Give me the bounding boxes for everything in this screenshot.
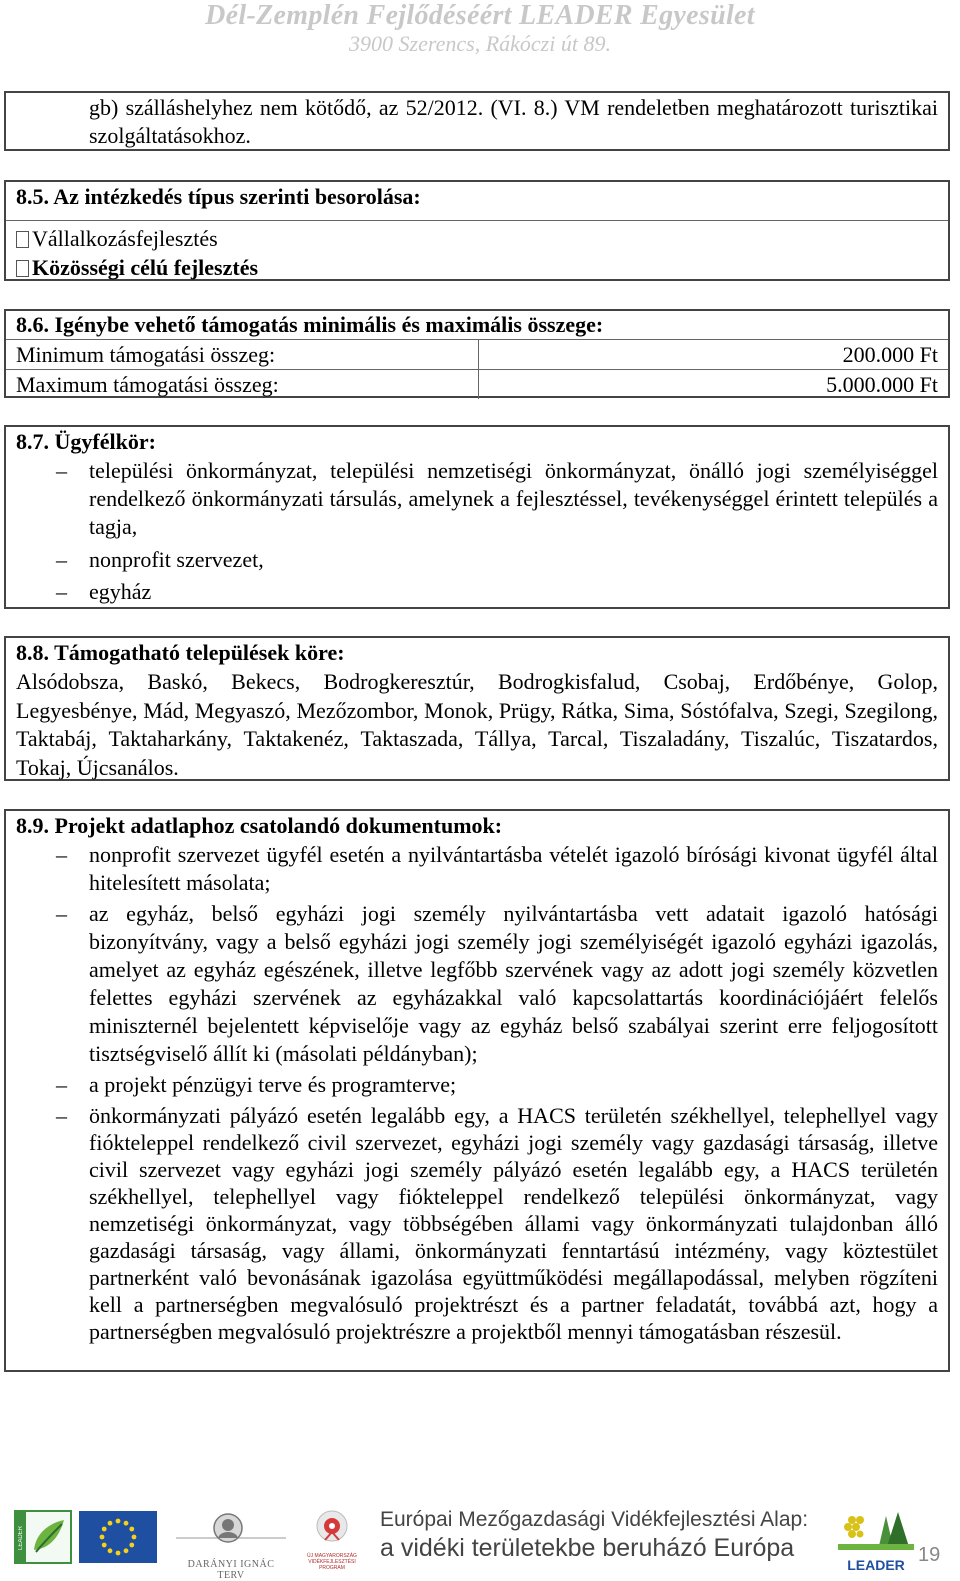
table-row (6, 340, 948, 370)
list-item: – a projekt pénzügyi terve és programterve; (56, 1072, 457, 1097)
settlements-text: Alsódobsza, Baskó, Bekecs, Bodrogkeresztúr, Bodrogkisfalud, Csobaj, Erdőbénye, Golop, Legyesbénye, Mád, Megyaszó, Mezőzombor, Monok, Prügy, Rátka, Sima, Sóstófalva, Szegi, Szegilong, Taktabáj, Taktaharkány, Taktakenéz, Taktaszada, Tállya, Tarcal, Tiszaladány, Tiszalúc, Tiszatardos, Tokaj, Újcsanálos. (16, 669, 938, 780)
rosette-icon (303, 1506, 361, 1548)
daranyi-logo (176, 1508, 286, 1581)
grapes-tree-icon (838, 1506, 914, 1554)
section-8-8 (4, 636, 950, 781)
dash-bullet: – (56, 458, 67, 483)
dash-bullet: – (56, 547, 67, 572)
section-8-8-title: 8.8. Támogatható települések köre: (16, 640, 345, 665)
header-org-name: Dél-Zemplén Fejlődéséért LEADER Egyesület (205, 0, 755, 31)
option-label: Vállalkozásfejlesztés (32, 226, 218, 251)
dash-bullet: – (56, 1072, 67, 1097)
option-kozossegi-celu[interactable] (6, 253, 948, 282)
header-address: 3900 Szerencs, Rákóczi út 89. (349, 31, 611, 56)
max-value: 5.000.000 Ft (479, 370, 949, 400)
list-item: – egyház (6, 575, 948, 608)
dash-bullet: – (56, 1103, 67, 1128)
dash-bullet: – (56, 842, 67, 867)
list-item: – nonprofit szervezet, (6, 544, 948, 575)
list-item: – települési önkormányzat, települési nemzetiségi önkormányzat, önálló jogi személyiséggel rendelkező önkormányzati társulás, amelynek a fejlesztéssel, tevékenységgel érintett település a tagja, (56, 458, 938, 539)
footer (0, 1500, 960, 1581)
section-8-7-title: 8.7. Ügyfélkör: (16, 429, 156, 454)
leader-logo (14, 1510, 72, 1564)
dash-bullet: – (56, 579, 67, 604)
portrait-icon (176, 1508, 286, 1552)
leader-logo-text: LEADER (18, 1526, 24, 1551)
section-8-7 (4, 425, 950, 609)
list-item: – nonprofit szervezet ügyfél esetén a nyilvántartásba vételét igazoló bírósági kivonat ügyfél által hitelesített másolata; (56, 842, 938, 895)
gb-text: gb) szálláshelyhez nem kötődő, az 52/2012. (VI. 8.) VM rendeletben meghatározott turisztikai szolgáltatásokhoz. (89, 95, 938, 148)
umvp-logo (303, 1506, 361, 1571)
section-8-9-title: 8.9. Projekt adatlaphoz csatolandó dokumentumok: (16, 813, 503, 838)
daranyi-logo-text: DARÁNYI IGNÁC TERV (187, 1559, 275, 1581)
table-row (6, 370, 948, 400)
option-vallalkozasfejlesztes[interactable] (6, 224, 948, 253)
min-label: Minimum támogatási összeg: (6, 340, 479, 370)
support-amount-table (6, 339, 948, 399)
dash-bullet: – (56, 901, 67, 926)
section-8-9 (4, 809, 950, 1372)
gb-box (4, 91, 950, 151)
eu-fund-line-2: a vidéki területekbe beruházó Európa (380, 1534, 795, 1562)
umvp-logo-text: ÚJ MAGYARORSZÁG VIDÉKFEJLESZTÉSI PROGRAM (307, 1553, 357, 1571)
list-item: – az egyház, belső egyházi jogi személy nyilvántartásba vett adatait igazoló hatósági bizonyítvány, vagy a belső egyházi jogi személy jogi személyiségét igazoló egyházi igazolás, amelyet az egyház egészének, illetve legfőbb szervének vagy az adott jogi személy közvetlen felettes egyházi szervének az egyházakkal való kapcsolattartás koordinációjáért felelős miniszternél bejelentett képviselője vagy az egyház belső szabályai szerint erre feljogosított tisztségviselő állít ki (másolati példányban); (56, 901, 938, 1066)
section-8-5-options (6, 220, 948, 282)
dz-leader-logo-text: LEADER (847, 1557, 905, 1573)
section-8-5-title: 8.5. Az intézkedés típus szerinti besorolása: (16, 184, 421, 209)
section-8-6-title: 8.6. Igénybe vehető támogatás minimális és maximális összege: (16, 312, 604, 337)
checkbox-icon (16, 231, 29, 248)
page-number: 19 (918, 1544, 941, 1566)
eu-stars-icon (79, 1511, 157, 1563)
max-label: Maximum támogatási összeg: (6, 370, 479, 400)
option-label: Közösségi célú fejlesztés (32, 255, 259, 280)
section-8-6 (4, 309, 950, 398)
list-item: – önkormányzati pályázó esetén legalább egy, a HACS területén székhellyel, telephellyel vagy fiókteleppel rendelkező civil szervezet, egyházi jogi személy vagy gazdasági társaság, illetve civil szervezet vagy egyházi jogi személy pályázó esetén legalább egy, a HACS területén székhellyel, telephellyel vagy fiókteleppel rendelkező települési önkormányzat, vagy nemzetiségi önkormányzat, vagy többségében állami vagy önkormányzati tulajdonban álló gazdasági társaság, vagy állami, önkormányzati fenntartású intézmény, vagy köztestület partnerként való bevonásának igazolása együttműködési megállapodással, melyben rögzíteni kell a partnerségben megvalósuló projektrészt és a partner feladatát, továbbá azt, hogy a partnerségben megvalósuló projektrészre a projektből mennyi támogatásban részesül. (56, 1103, 938, 1344)
min-value: 200.000 Ft (479, 340, 949, 370)
section-8-5 (4, 180, 950, 281)
dz-leader-logo (838, 1506, 914, 1573)
checkbox-icon (16, 260, 29, 277)
eu-fund-line-1: Európai Mezőgazdasági Vidékfejlesztési Alap: (380, 1508, 809, 1531)
eu-flag-logo (79, 1511, 157, 1563)
